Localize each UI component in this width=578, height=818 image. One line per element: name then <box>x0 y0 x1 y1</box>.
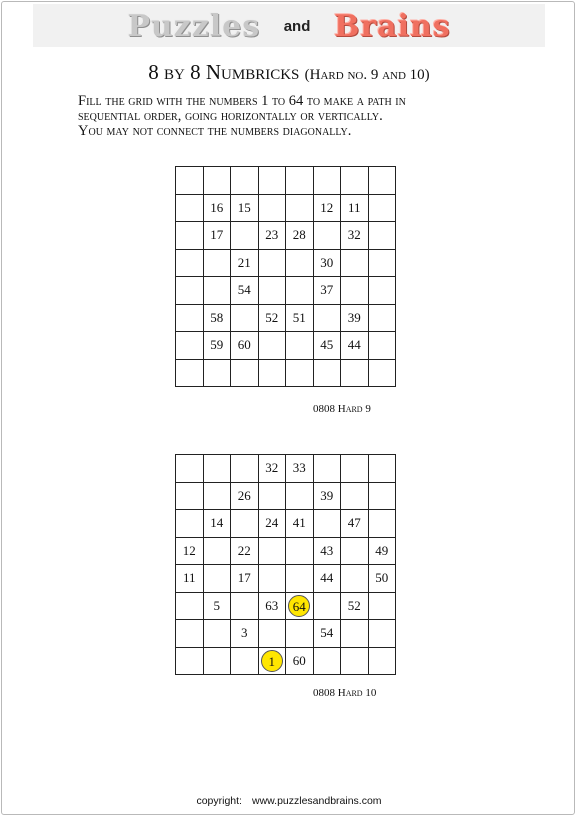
grid-cell[interactable] <box>341 359 369 387</box>
grid-cell: 44 <box>313 565 341 593</box>
grid-cell: 63 <box>258 592 286 620</box>
grid-cell[interactable] <box>176 222 204 250</box>
grid-cell[interactable] <box>368 304 396 332</box>
grid-cell: 21 <box>231 249 259 277</box>
grid-row <box>176 565 396 593</box>
grid-cell[interactable] <box>341 620 369 648</box>
puzzle-label-hard-10: 0808 Hard 10 <box>313 687 377 699</box>
grid-row <box>176 167 396 195</box>
grid-row <box>176 620 396 648</box>
grid-cell: 11 <box>176 565 204 593</box>
grid-cell[interactable] <box>203 455 231 483</box>
grid-cell[interactable] <box>203 565 231 593</box>
grid-cell[interactable] <box>231 455 259 483</box>
grid-cell[interactable] <box>258 565 286 593</box>
puzzle-grid-hard-9 <box>175 166 396 387</box>
grid-cell[interactable] <box>231 359 259 387</box>
grid-row <box>176 537 396 565</box>
grid-cell: 33 <box>286 455 314 483</box>
grid-cell: 49 <box>368 537 396 565</box>
grid-cell[interactable] <box>286 565 314 593</box>
logo-word-puzzles: Puzzles <box>127 9 261 44</box>
grid-cell: 54 <box>231 277 259 305</box>
grid-cell[interactable] <box>258 359 286 387</box>
grid-cell[interactable] <box>341 482 369 510</box>
puzzle-grid-hard-10 <box>175 454 396 675</box>
grid-cell[interactable] <box>368 647 396 675</box>
grid-cell[interactable] <box>286 194 314 222</box>
grid-row <box>176 277 396 305</box>
grid-cell[interactable] <box>368 222 396 250</box>
grid-cell[interactable] <box>231 167 259 195</box>
grid-cell: 24 <box>258 510 286 538</box>
grid-cell[interactable] <box>231 304 259 332</box>
grid-row <box>176 455 396 483</box>
grid-cell[interactable] <box>368 277 396 305</box>
grid-cell[interactable] <box>286 332 314 360</box>
grid-cell[interactable] <box>176 194 204 222</box>
grid-cell[interactable] <box>286 167 314 195</box>
grid-cell[interactable] <box>313 359 341 387</box>
grid-cell[interactable] <box>176 510 204 538</box>
grid-cell: 32 <box>258 455 286 483</box>
highlighted-number-circle: 64 <box>288 595 310 617</box>
grid-cell[interactable] <box>368 194 396 222</box>
grid-row <box>176 359 396 387</box>
grid-cell: 12 <box>313 194 341 222</box>
grid-cell[interactable] <box>203 277 231 305</box>
grid-row <box>176 222 396 250</box>
logo-word-brains: Brains <box>333 9 451 44</box>
grid-row <box>176 332 396 360</box>
grid-cell[interactable] <box>313 455 341 483</box>
grid-cell[interactable] <box>231 510 259 538</box>
grid-cell: 26 <box>231 482 259 510</box>
grid-cell[interactable] <box>176 647 204 675</box>
logo-word-and: and <box>283 18 311 35</box>
grid-cell[interactable] <box>368 249 396 277</box>
instruction-line: sequential order, going horizontally or vertically. <box>78 108 383 124</box>
grid-cell: 52 <box>341 592 369 620</box>
grid-cell[interactable] <box>368 167 396 195</box>
grid-cell: 47 <box>341 510 369 538</box>
grid-row <box>176 510 396 538</box>
grid-cell[interactable] <box>176 455 204 483</box>
grid-row <box>176 249 396 277</box>
grid-row <box>176 647 396 675</box>
grid-cell[interactable] <box>313 167 341 195</box>
grid-cell: 45 <box>313 332 341 360</box>
grid-cell[interactable] <box>176 304 204 332</box>
grid-cell: 59 <box>203 332 231 360</box>
grid-cell[interactable] <box>313 510 341 538</box>
grid-row <box>176 194 396 222</box>
grid-cell[interactable] <box>176 592 204 620</box>
instruction-line: Fill the grid with the numbers 1 to 64 to make a path in <box>78 93 406 109</box>
grid-cell[interactable] <box>286 620 314 648</box>
grid-cell[interactable] <box>368 482 396 510</box>
site-url[interactable]: www.puzzlesandbrains.com <box>251 795 382 807</box>
grid-cell[interactable] <box>368 359 396 387</box>
grid-cell: 39 <box>341 304 369 332</box>
grid-cell <box>258 647 286 675</box>
grid-cell[interactable] <box>258 620 286 648</box>
grid-cell: 17 <box>203 222 231 250</box>
page-title <box>0 60 578 85</box>
grid-cell[interactable] <box>231 647 259 675</box>
grid-row <box>176 304 396 332</box>
grid-cell: 50 <box>368 565 396 593</box>
grid-cell: 58 <box>203 304 231 332</box>
grid-cell[interactable] <box>286 249 314 277</box>
instructions <box>78 94 538 139</box>
grid-cell[interactable] <box>176 249 204 277</box>
grid-cell[interactable] <box>258 249 286 277</box>
grid-cell: 5 <box>203 592 231 620</box>
grid-cell[interactable] <box>368 332 396 360</box>
grid-cell[interactable] <box>258 332 286 360</box>
grid-cell[interactable] <box>258 277 286 305</box>
grid-row <box>176 482 396 510</box>
grid-cell[interactable] <box>176 620 204 648</box>
grid-cell[interactable] <box>176 359 204 387</box>
grid-cell[interactable] <box>341 647 369 675</box>
grid-cell: 60 <box>231 332 259 360</box>
grid-cell: 51 <box>286 304 314 332</box>
grid-cell[interactable] <box>203 620 231 648</box>
grid-cell[interactable] <box>258 194 286 222</box>
grid-cell[interactable] <box>286 277 314 305</box>
grid-cell[interactable] <box>341 249 369 277</box>
grid-cell[interactable] <box>286 359 314 387</box>
grid-cell[interactable] <box>231 222 259 250</box>
grid-cell: 12 <box>176 537 204 565</box>
grid-cell[interactable] <box>341 455 369 483</box>
grid-cell: 60 <box>286 647 314 675</box>
grid-cell[interactable] <box>203 249 231 277</box>
grid-cell[interactable] <box>341 537 369 565</box>
grid-cell: 54 <box>313 620 341 648</box>
grid-cell[interactable] <box>368 510 396 538</box>
grid-cell: 28 <box>286 222 314 250</box>
grid-cell: 17 <box>231 565 259 593</box>
grid-cell: 30 <box>313 249 341 277</box>
grid-cell[interactable] <box>313 647 341 675</box>
puzzle-label-hard-9: 0808 Hard 9 <box>313 403 371 415</box>
grid-cell[interactable] <box>341 277 369 305</box>
grid-cell[interactable] <box>176 277 204 305</box>
grid-cell: 37 <box>313 277 341 305</box>
grid-cell[interactable] <box>203 537 231 565</box>
grid-cell: 41 <box>286 510 314 538</box>
site-logo <box>0 9 578 44</box>
grid-cell: 16 <box>203 194 231 222</box>
grid-cell: 32 <box>341 222 369 250</box>
grid-cell: 52 <box>258 304 286 332</box>
grid-cell: 11 <box>341 194 369 222</box>
title-subtitle: (Hard no. 9 and 10) <box>304 67 430 83</box>
title-main: 8 by 8 Numbricks <box>148 60 300 84</box>
grid-row <box>176 592 396 620</box>
copyright-label: copyright: <box>196 795 242 807</box>
grid-cell: 15 <box>231 194 259 222</box>
grid-cell[interactable] <box>341 167 369 195</box>
grid-cell: 44 <box>341 332 369 360</box>
grid-cell[interactable] <box>258 482 286 510</box>
grid-cell: 3 <box>231 620 259 648</box>
grid-cell[interactable] <box>341 565 369 593</box>
grid-cell[interactable] <box>313 304 341 332</box>
grid-cell[interactable] <box>203 359 231 387</box>
grid-cell[interactable] <box>176 167 204 195</box>
grid-cell[interactable] <box>368 620 396 648</box>
grid-cell[interactable] <box>231 592 259 620</box>
grid-cell[interactable] <box>258 537 286 565</box>
grid-cell[interactable] <box>176 482 204 510</box>
grid-cell[interactable] <box>368 592 396 620</box>
grid-cell: 23 <box>258 222 286 250</box>
instruction-line: You may not connect the numbers diagonally. <box>78 123 352 139</box>
grid-cell[interactable] <box>286 537 314 565</box>
footer <box>0 795 578 807</box>
highlighted-number-circle: 1 <box>261 650 283 672</box>
grid-cell: 39 <box>313 482 341 510</box>
grid-cell[interactable] <box>176 332 204 360</box>
grid-cell <box>286 592 314 620</box>
grid-cell[interactable] <box>203 647 231 675</box>
grid-cell: 22 <box>231 537 259 565</box>
grid-cell: 43 <box>313 537 341 565</box>
grid-cell[interactable] <box>203 482 231 510</box>
grid-cell[interactable] <box>258 167 286 195</box>
grid-cell: 14 <box>203 510 231 538</box>
grid-cell[interactable] <box>368 455 396 483</box>
grid-cell[interactable] <box>286 482 314 510</box>
grid-cell[interactable] <box>313 222 341 250</box>
grid-cell[interactable] <box>203 167 231 195</box>
grid-cell[interactable] <box>313 592 341 620</box>
